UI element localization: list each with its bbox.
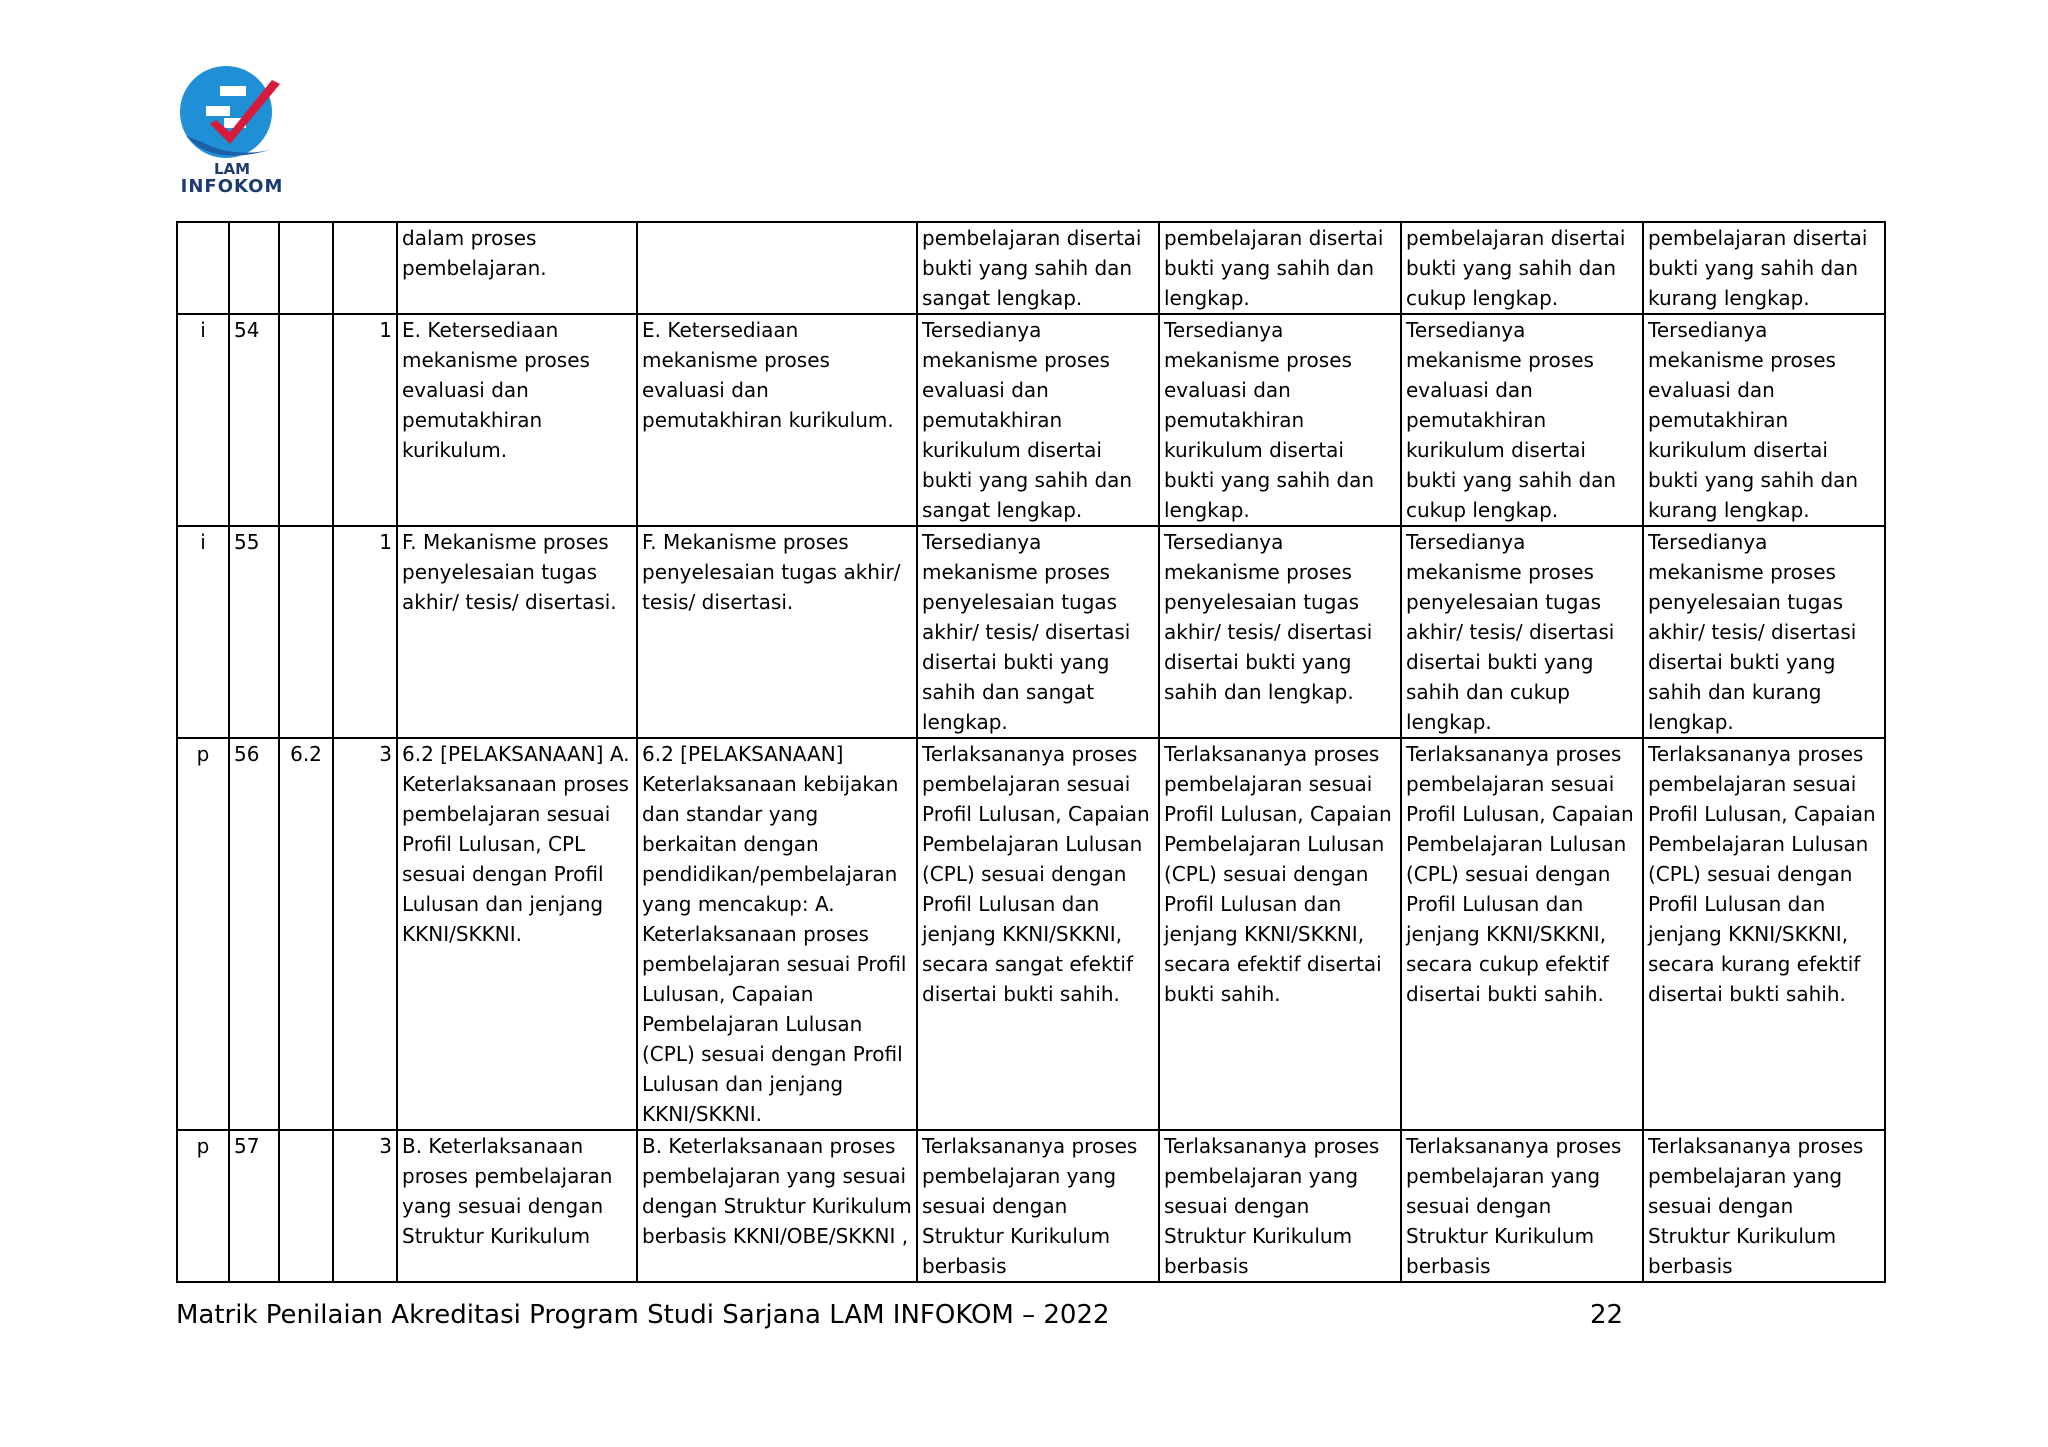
score-2-cell: Tersedianya mekanisme proses penyelesaian tugas akhir/ tesis/ disertasi disertai bukti yang sahih dan cukup lengkap. — [1401, 526, 1643, 738]
score-3-cell: Terlaksananya proses pembelajaran yang sesuai dengan Struktur Kurikulum berbasis — [1159, 1130, 1401, 1282]
number-cell: 56 — [229, 738, 279, 1130]
type-cell: p — [177, 1130, 229, 1282]
logo-infokom-text: INFOKOM — [180, 176, 284, 197]
score-1-cell: pembelajaran disertai bukti yang sahih dan kurang lengkap. — [1643, 222, 1885, 314]
section-cell — [279, 526, 333, 738]
score-2-cell: Tersedianya mekanisme proses evaluasi dan pemutakhiran kurikulum disertai bukti yang sahih dan cukup lengkap. — [1401, 314, 1643, 526]
score-1-cell: Tersedianya mekanisme proses penyelesaian tugas akhir/ tesis/ disertasi disertai bukti yang sahih dan kurang lengkap. — [1643, 526, 1885, 738]
lam-infokom-logo — [172, 58, 292, 198]
indicator-cell: B. Keterlaksanaan proses pembelajaran yang sesuai dengan Struktur Kurikulum berbasis KKNI/OBE/SKKNI , — [637, 1130, 917, 1282]
assessment-matrix-table — [176, 221, 1886, 1283]
score-2-cell: Terlaksananya proses pembelajaran sesuai Profil Lulusan, Capaian Pembelajaran Lulusan (CPL) sesuai dengan Profil Lulusan dan jenjang KKNI/SKKNI, secara cukup efektif disertai bukti sahih. — [1401, 738, 1643, 1130]
element-cell: dalam proses pembelajaran. — [397, 222, 637, 314]
table-row — [177, 314, 1885, 526]
weight-cell: 3 — [333, 1130, 397, 1282]
element-cell: E. Ketersediaan mekanisme proses evaluasi dan pemutakhiran kurikulum. — [397, 314, 637, 526]
element-cell: B. Keterlaksanaan proses pembelajaran yang sesuai dengan Struktur Kurikulum — [397, 1130, 637, 1282]
type-cell — [177, 222, 229, 314]
score-4-cell: Tersedianya mekanisme proses penyelesaian tugas akhir/ tesis/ disertasi disertai bukti yang sahih dan sangat lengkap. — [917, 526, 1159, 738]
section-cell — [279, 222, 333, 314]
number-cell: 54 — [229, 314, 279, 526]
score-4-cell: pembelajaran disertai bukti yang sahih dan sangat lengkap. — [917, 222, 1159, 314]
score-3-cell: pembelajaran disertai bukti yang sahih dan lengkap. — [1159, 222, 1401, 314]
score-4-cell: Terlaksananya proses pembelajaran sesuai Profil Lulusan, Capaian Pembelajaran Lulusan (CPL) sesuai dengan Profil Lulusan dan jenjang KKNI/SKKNI, secara sangat efektif disertai bukti sahih. — [917, 738, 1159, 1130]
table-row — [177, 738, 1885, 1130]
number-cell — [229, 222, 279, 314]
table-row — [177, 222, 1885, 314]
score-4-cell: Tersedianya mekanisme proses evaluasi dan pemutakhiran kurikulum disertai bukti yang sahih dan sangat lengkap. — [917, 314, 1159, 526]
section-cell: 6.2 — [279, 738, 333, 1130]
element-cell: F. Mekanisme proses penyelesaian tugas akhir/ tesis/ disertasi. — [397, 526, 637, 738]
score-4-cell: Terlaksananya proses pembelajaran yang sesuai dengan Struktur Kurikulum berbasis — [917, 1130, 1159, 1282]
score-2-cell: Terlaksananya proses pembelajaran yang sesuai dengan Struktur Kurikulum berbasis — [1401, 1130, 1643, 1282]
weight-cell: 1 — [333, 314, 397, 526]
indicator-cell: 6.2 [PELAKSANAAN] Keterlaksanaan kebijakan dan standar yang berkaitan dengan pendidikan/pembelajaran yang mencakup: A. Keterlaksanaan proses pembelajaran sesuai Profil Lulusan, Capaian Pembelajaran Lulusan (CPL) sesuai dengan Profil Lulusan dan jenjang KKNI/SKKNI. — [637, 738, 917, 1130]
weight-cell — [333, 222, 397, 314]
score-2-cell: pembelajaran disertai bukti yang sahih dan cukup lengkap. — [1401, 222, 1643, 314]
section-cell — [279, 1130, 333, 1282]
type-cell: p — [177, 738, 229, 1130]
type-cell: i — [177, 314, 229, 526]
indicator-cell: F. Mekanisme proses penyelesaian tugas akhir/ tesis/ disertasi. — [637, 526, 917, 738]
score-1-cell: Tersedianya mekanisme proses evaluasi dan pemutakhiran kurikulum disertai bukti yang sahih dan kurang lengkap. — [1643, 314, 1885, 526]
indicator-cell — [637, 222, 917, 314]
score-3-cell: Tersedianya mekanisme proses penyelesaian tugas akhir/ tesis/ disertasi disertai bukti yang sahih dan lengkap. — [1159, 526, 1401, 738]
score-3-cell: Tersedianya mekanisme proses evaluasi dan pemutakhiran kurikulum disertai bukti yang sahih dan lengkap. — [1159, 314, 1401, 526]
score-1-cell: Terlaksananya proses pembelajaran sesuai Profil Lulusan, Capaian Pembelajaran Lulusan (CPL) sesuai dengan Profil Lulusan dan jenjang KKNI/SKKNI, secara kurang efektif disertai bukti sahih. — [1643, 738, 1885, 1130]
table-row — [177, 1130, 1885, 1282]
score-3-cell: Terlaksananya proses pembelajaran sesuai Profil Lulusan, Capaian Pembelajaran Lulusan (CPL) sesuai dengan Profil Lulusan dan jenjang KKNI/SKKNI, secara efektif disertai bukti sahih. — [1159, 738, 1401, 1130]
page-number: 22 — [1590, 1300, 1624, 1330]
score-1-cell: Terlaksananya proses pembelajaran yang sesuai dengan Struktur Kurikulum berbasis — [1643, 1130, 1885, 1282]
indicator-cell: E. Ketersediaan mekanisme proses evaluasi dan pemutakhiran kurikulum. — [637, 314, 917, 526]
weight-cell: 3 — [333, 738, 397, 1130]
section-cell — [279, 314, 333, 526]
weight-cell: 1 — [333, 526, 397, 738]
element-cell: 6.2 [PELAKSANAAN] A. Keterlaksanaan proses pembelajaran sesuai Profil Lulusan, CPL sesuai dengan Profil Lulusan dan jenjang KKNI/SKKNI. — [397, 738, 637, 1130]
number-cell: 55 — [229, 526, 279, 738]
type-cell: i — [177, 526, 229, 738]
logo-emblem-icon — [172, 58, 292, 168]
footer-title: Matrik Penilaian Akreditasi Program Studi Sarjana LAM INFOKOM – 2022 — [176, 1300, 1110, 1330]
logo-lam-text: LAM — [213, 160, 251, 178]
table-row — [177, 526, 1885, 738]
number-cell: 57 — [229, 1130, 279, 1282]
